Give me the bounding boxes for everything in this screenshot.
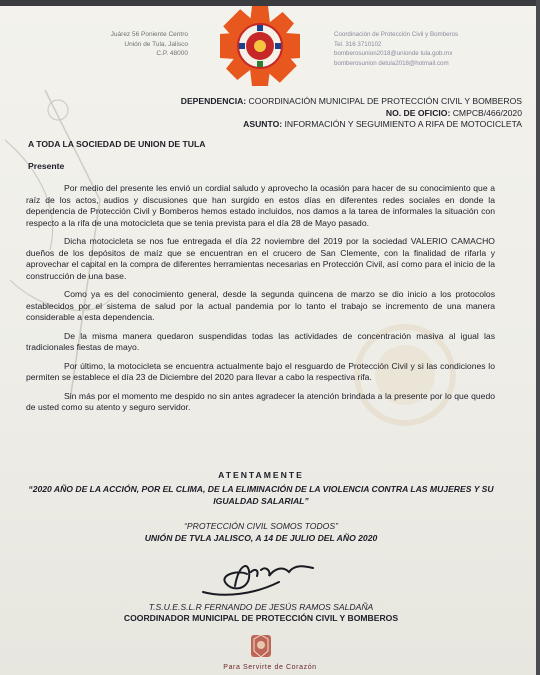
place-date: UNIÓN DE TVLA JALISCO, A 14 DE JULIO DEL AÑO 2020 [144,533,378,543]
address-left-line: C.P. 48000 [156,50,188,57]
oficio-label: NO. DE OFICIO: [385,107,451,118]
year-motto: “2020 AÑO DE LA ACCIÓN, POR EL CLIMA, DE LA ELIMINACIÓN DE LA VIOLENCIA CONTRA LAS MUJERES Y SU IGUALDAD SALARIAL” [28,484,494,506]
paragraph: Como ya es del conocimiento general, desde la segunda quincena de marzo se dio inicio a los protocolos establecidos por el sistema de salud por la actual pandemia por lo tanto el trabajo se incremento de una manera considerable a esta dependencia. [26,289,495,322]
handwritten-signature [195,552,335,602]
photo-edge-right [536,0,540,675]
dependencia-row [120,96,522,108]
paragraph: Por medio del presente les envió un cordial saludo y aprovecho la ocasión para hacer de su conocimiento que a raíz de los actos, audios y discusiones que han surgido en estos días en diferentes redes sociales en donde la dependencia de Protección Civil y Bomberos hemos estado incluidos, nos damos a la tarea de informales la situación con respecto a la rifa de una motocicleta que se tenia prevista para el día 28 de Mayo pasado. [26,183,495,228]
paragraph: De la misma manera quedaron suspendidas todas las actividades de concentración masiva al igual las tradicionales fiestas de mayo. [26,330,495,352]
dependencia-value: COORDINACIÓN MUNICIPAL DE PROTECCIÓN CIVIL Y BOMBEROS [248,96,522,106]
municipal-seal [244,629,278,663]
paragraph: Dicha motocicleta se nos fue entregada el día 22 noviembre del 2019 por la sociedad VALERIO CAMACHO dueños de los depósitos de maíz que se encuentran en el crucero de San Clemente, con la finalidad de rifarla y aprovechar el capital en la compra de diferentes herramientas necesarias en Protección Civil, así como para el inicio de la construcción de una base. [26,236,495,281]
paragraph: Por último, la motocicleta se encuentra actualmente bajo el resguardo de Protección Civil y si las condiciones lo permiten se establece el día 23 de Diciembre del 2020 para llevar a cabo la respectiva rifa. [26,360,495,382]
asunto-value: INFORMACIÓN Y SEGUIMIENTO A RIFA DE MOTOCICLETA [284,119,522,129]
civil-protection-logo [219,2,301,90]
address-left [98,30,188,59]
address-right-line: bomberosunion2018@unionde tula.gob.mx [334,50,453,57]
address-right-line: Coordinación de Protección Civil y Bomberos [334,31,459,38]
asunto-row [120,119,522,131]
addressee: A TODA LA SOCIEDAD DE UNION DE TULA [28,139,206,149]
address-right-line: bomberosunion detula2018@hotmail.com [334,59,449,67]
asunto-label: ASUNTO: [243,119,283,129]
address-left-line: Unión de Tula, Jalisco [124,40,188,48]
civil-protection-motto: “PROTECCIÓN CIVIL SOMOS TODOS” [184,521,338,531]
oficio-row [120,108,522,120]
oficio-value: CMPCB/466/2020 [452,107,522,118]
signer-title: COORDINADOR MUNICIPAL DE PROTECCIÓN CIVIL Y BOMBEROS [123,613,399,623]
footer-tagline: Para Servirte de Corazón [223,664,317,671]
atentamente: ATENTAMENTE [218,470,304,480]
greeting: Presente [28,161,65,171]
letter-body [26,183,495,421]
address-right [334,30,494,68]
address-left-line: Juárez 56 Poniente Centro [110,31,188,38]
address-right-line: Tel. 316 3710102 [334,40,382,48]
document-header [120,96,522,131]
paragraph: Sin más por el momento me despido no sin antes agradecer la atención brindada a la presente por lo que quedo de usted como su atento y seguro servidor. [26,390,495,412]
signer-name: T.S.U.E.S.L.R FERNANDO DE JESÚS RAMOS SALDAÑA [148,602,374,612]
dependencia-label: DEPENDENCIA: [180,96,247,106]
